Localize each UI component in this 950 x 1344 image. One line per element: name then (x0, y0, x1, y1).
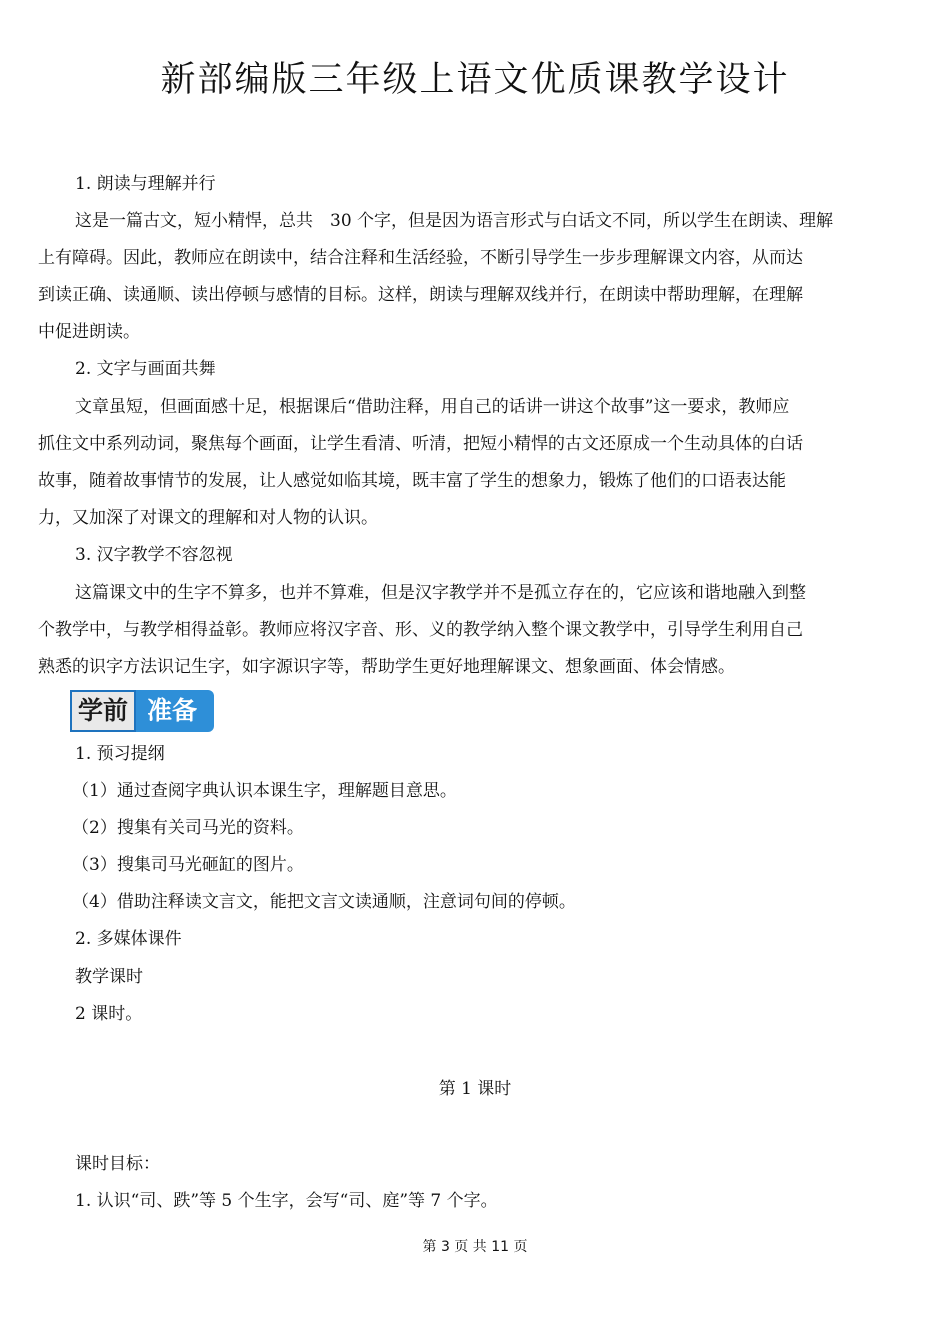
prep-item: （2）搜集有关司马光的资料。 (72, 818, 304, 838)
paragraph-line: 中促进朗读。 (38, 322, 140, 342)
paragraph-line: 这篇课文中的生字不算多，也并不算难，但是汉字教学并不是孤立存在的，它应该和谐地融入到整 (75, 583, 806, 603)
prep-heading: 1. 预习提纲 (75, 744, 165, 764)
goal-item: 1. 认识“司、跌”等 5 个生字，会写“司、庭”等 7 个字。 (75, 1191, 498, 1211)
paragraph-line: 这是一篇古文，短小精悍，总共 30 个字，但是因为语言形式与白话文不同，所以学生在朗读、理解 (75, 211, 834, 231)
badge-right-text: 准备 (130, 690, 214, 732)
paragraph-line: 文章虽短，但画面感十足，根据课后“借助注释，用自己的话讲一讲这个故事”这一要求，教师应 (75, 397, 790, 417)
section-heading-3: 3. 汉字教学不容忽视 (75, 545, 233, 565)
document-title: 新部编版三年级上语文优质课教学设计 (160, 60, 790, 100)
prep-item: （4）借助注释读文言文，能把文言文读通顺，注意词句间的停顿。 (72, 892, 576, 912)
lesson-title: 第 1 课时 (438, 1079, 512, 1099)
teaching-hours-label: 教学课时 (75, 967, 143, 987)
paragraph-line: 力，又加深了对课文的理解和对人物的认识。 (38, 508, 378, 528)
paragraph-line: 故事，随着故事情节的发展，让人感觉如临其境，既丰富了学生的想象力，锻炼了他们的口语表达能 (38, 471, 786, 491)
paragraph-line: 熟悉的识字方法识记生字，如字源识字等，帮助学生更好地理解课文、想象画面、体会情感。 (38, 657, 735, 677)
prep-item: （3）搜集司马光砸缸的图片。 (72, 855, 304, 875)
paragraph-line: 到读正确、读通顺、读出停顿与感情的目标。这样，朗读与理解双线并行，在朗读中帮助理解，在理解 (38, 285, 803, 305)
teaching-hours-value: 2 课时。 (75, 1004, 143, 1024)
paragraph-line: 个教学中，与教学相得益彰。教师应将汉字音、形、义的教学纳入整个课文教学中，引导学生利用自己 (38, 620, 803, 640)
badge-left-text: 学前 (70, 690, 136, 732)
section-badge (70, 690, 214, 732)
paragraph-line: 上有障碍。因此，教师应在朗读中，结合注释和生活经验，不断引导学生一步步理解课文内容，从而达 (38, 248, 803, 268)
page-footer: 第 3 页 共 11 页 (422, 1239, 528, 1255)
section-heading-1: 1. 朗读与理解并行 (75, 174, 216, 194)
prep-item: （1）通过查阅字典认识本课生字，理解题目意思。 (72, 781, 457, 801)
multimedia-heading: 2. 多媒体课件 (75, 929, 182, 949)
paragraph-line: 抓住文中系列动词，聚焦每个画面，让学生看清、听清，把短小精悍的古文还原成一个生动具体的白话 (38, 434, 803, 454)
section-heading-2: 2. 文字与画面共舞 (75, 359, 216, 379)
goal-label: 课时目标： (75, 1154, 160, 1174)
